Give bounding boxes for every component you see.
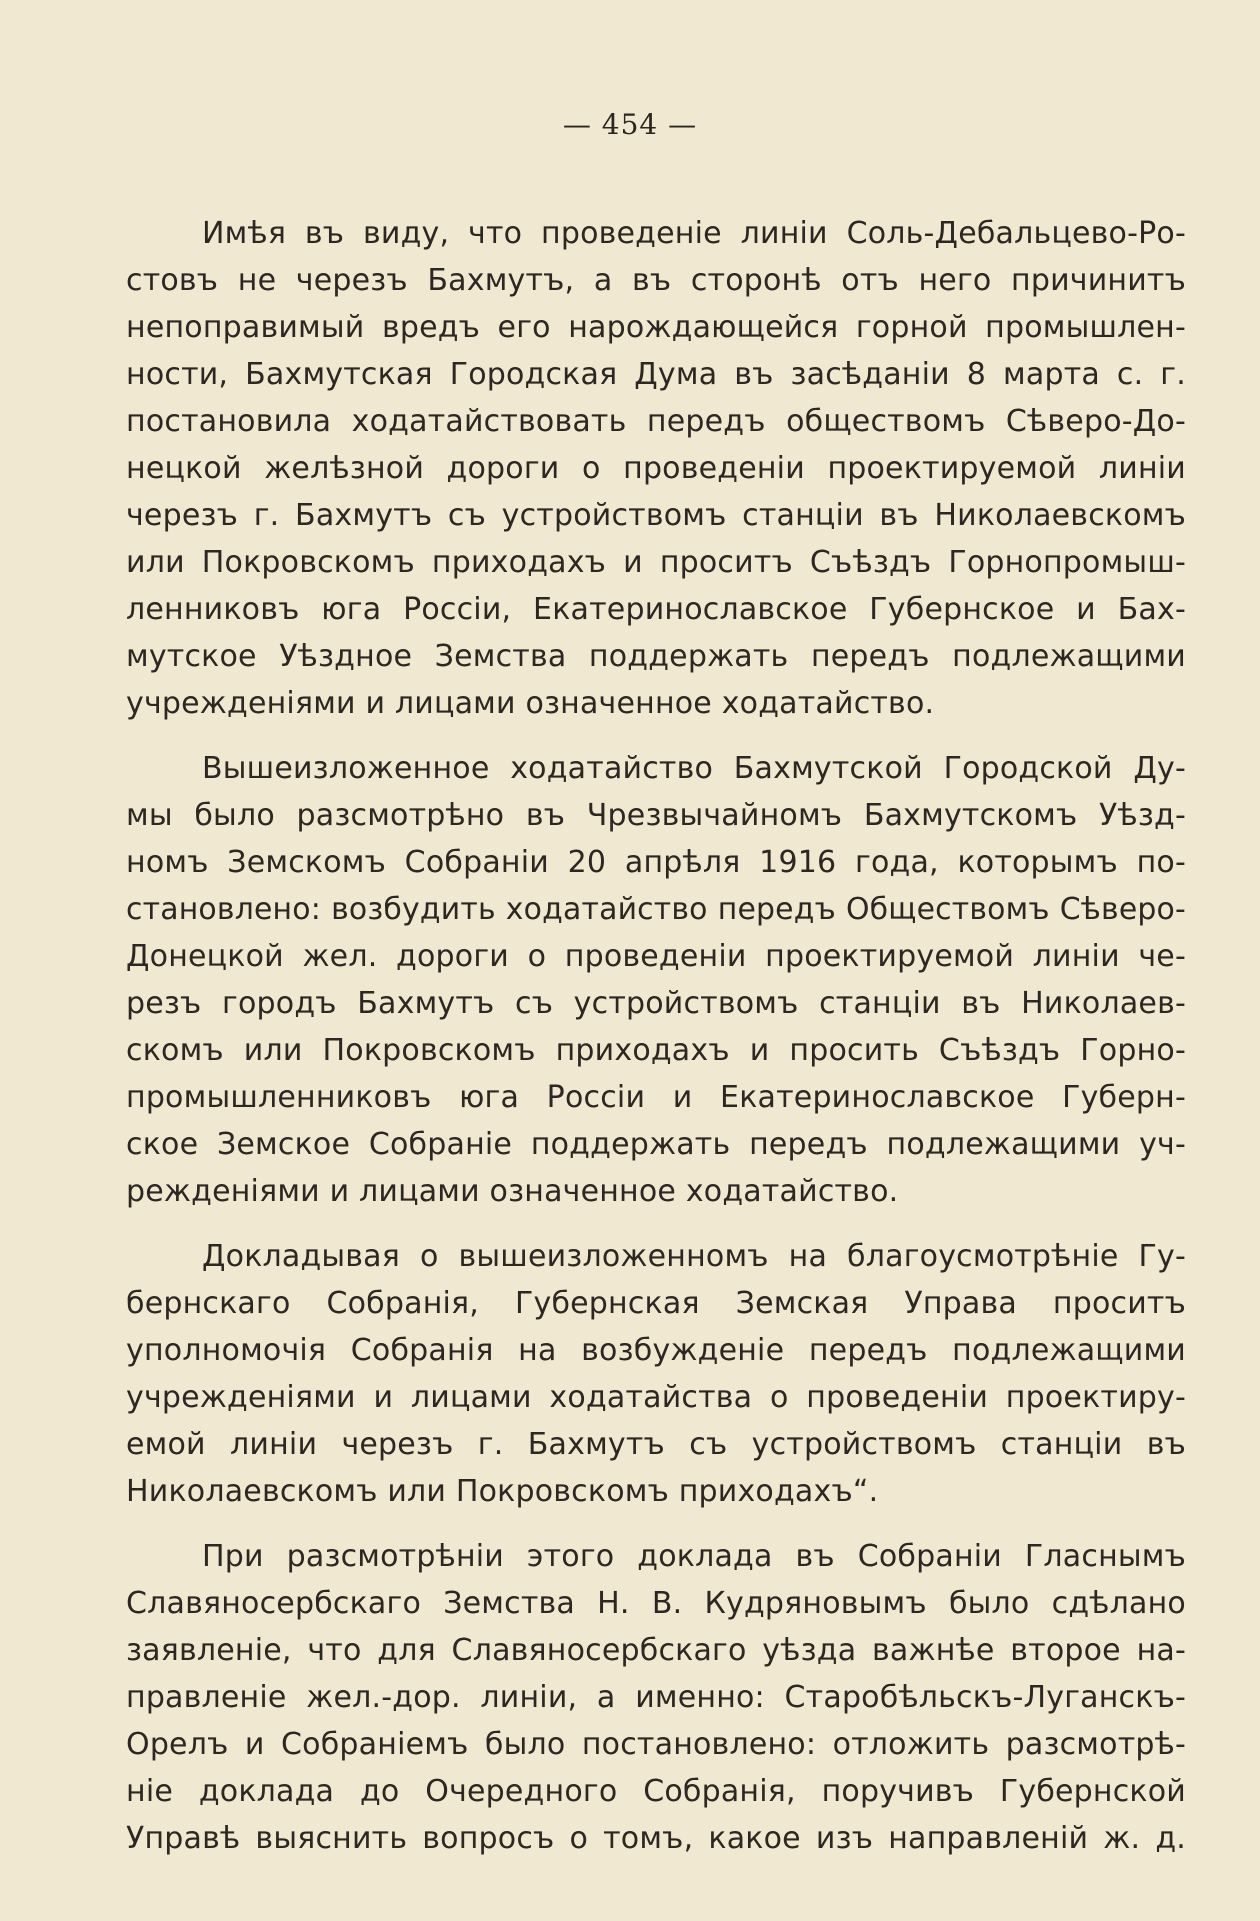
text-line: Докладывая о вышеизложенномъ на благоусмотрѣніе Гу-	[202, 1239, 1186, 1274]
text-line: емой линіи черезъ г. Бахмутъ съ устройствомъ станціи въ	[126, 1427, 1186, 1462]
text-line: уполномочія Собранія на возбужденіе передъ подлежащими	[126, 1333, 1186, 1368]
paragraph	[126, 210, 1186, 727]
text-line: нецкой желѣзной дороги о проведеніи проектируемой линіи	[126, 451, 1186, 486]
paragraph	[126, 745, 1186, 1215]
text-line: черезъ г. Бахмутъ съ устройствомъ станціи въ Николаевскомъ	[126, 498, 1186, 533]
text-line: ское Земское Собраніе поддержать передъ подлежащими уч-	[126, 1127, 1186, 1162]
page-number: — 454 —	[562, 108, 698, 141]
text-line: заявленіе, что для Славяносербскаго уѣзда важнѣе второе на-	[126, 1633, 1186, 1668]
text-line: мутское Уѣздное Земства поддержать передъ подлежащими	[126, 639, 1186, 674]
text-line: ніе доклада до Очередного Собранія, поручивъ Губернской	[126, 1774, 1186, 1809]
text-line: учрежденіями и лицами означенное ходатайство.	[126, 686, 935, 721]
text-line: бернскаго Собранія, Губернская Земская Управа проситъ	[126, 1286, 1186, 1321]
text-line: учрежденіями и лицами ходатайства о проведеніи проектиру-	[126, 1380, 1186, 1415]
text-line: постановила ходатайствовать передъ обществомъ Сѣверо-До-	[126, 404, 1186, 439]
text-line: режденіями и лицами означенное ходатайство.	[126, 1174, 899, 1209]
text-line: Донецкой жел. дороги о проведеніи проектируемой линіи че-	[126, 939, 1186, 974]
document-body	[126, 210, 1186, 1880]
text-line: стовъ не черезъ Бахмутъ, а въ сторонѣ отъ него причинитъ	[126, 263, 1186, 298]
text-line: Управѣ выяснить вопросъ о томъ, какое изъ направленій ж. д.	[126, 1821, 1186, 1856]
text-line: ности, Бахмутская Городская Дума въ засѣданіи 8 марта с. г.	[126, 357, 1186, 392]
text-line: номъ Земскомъ Собраніи 20 апрѣля 1916 года, которымъ по-	[126, 845, 1186, 880]
text-line: ленниковъ юга Россіи, Екатеринославское Губернское и Бах-	[126, 592, 1186, 627]
text-line: или Покровскомъ приходахъ и проситъ Съѣздъ Горнопромыш-	[126, 545, 1186, 580]
text-line: Орелъ и Собраніемъ было постановлено: отложить разсмотрѣ-	[126, 1727, 1186, 1762]
text-line: промышленниковъ юга Россіи и Екатеринославское Губерн-	[126, 1080, 1186, 1115]
text-line: Имѣя въ виду, что проведеніе линіи Соль-Дебальцево-Ро-	[202, 216, 1186, 251]
paragraph	[126, 1533, 1186, 1862]
text-line: При разсмотрѣніи этого доклада въ Собраніи Гласнымъ	[202, 1539, 1186, 1574]
text-line: скомъ или Покровскомъ приходахъ и просить Съѣздъ Горно-	[126, 1033, 1186, 1068]
paragraph	[126, 1233, 1186, 1515]
text-line: непоправимый вредъ его нарождающейся горной промышлен-	[126, 310, 1186, 345]
text-line: становлено: возбудить ходатайство передъ Обществомъ Сѣверо-	[126, 892, 1186, 927]
text-line: Николаевскомъ или Покровскомъ приходахъ“.	[126, 1474, 879, 1509]
text-line: Славяносербскаго Земства Н. В. Кудряновымъ было сдѣлано	[126, 1586, 1186, 1621]
text-line: резъ городъ Бахмутъ съ устройствомъ станціи въ Николаев-	[126, 986, 1186, 1021]
text-line: правленіе жел.-дор. линіи, а именно: Старобѣльскъ-Луганскъ-	[126, 1680, 1186, 1715]
text-line: Вышеизложенное ходатайство Бахмутской Городской Ду-	[202, 751, 1186, 786]
text-line: мы было разсмотрѣно въ Чрезвычайномъ Бахмутскомъ Уѣзд-	[126, 798, 1186, 833]
